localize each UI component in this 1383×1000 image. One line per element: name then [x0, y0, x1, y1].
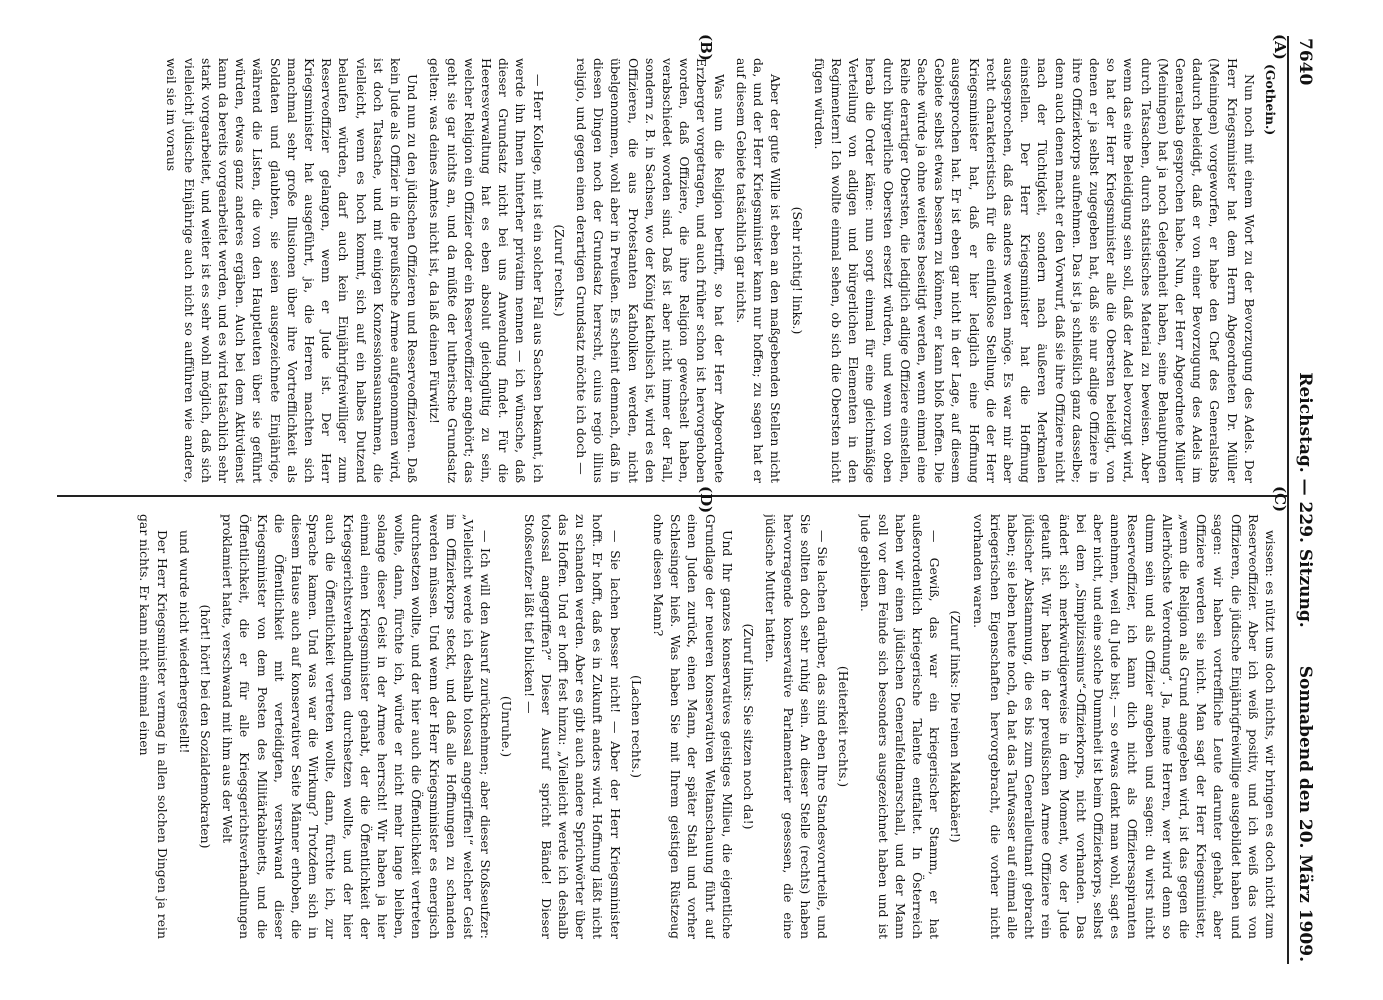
paragraph: Aber der gute Wille ist eben an den maßgebenden Stellen nicht da, und der Herr Kriegsminister kann nur hoffen; zu sagen hat er auf diesem Gebiete tatsächlich gar nichts.	[733, 58, 784, 483]
speaker-label: (Gothein.)	[1263, 64, 1278, 136]
interjection: (Heiterkeit rechts.)	[836, 665, 852, 788]
margin-marker-b: (B)	[697, 34, 715, 61]
paragraph: Nun noch mit einem Wort zu der Bevorzugung des Adels. Der Herr Kriegsminister hat dem Herrn Abgeordneten Dr. Müller (Meiningen) vorgeworfen, er habe den Chef des Generalstabs dadurch beleidigt, daß er von einer Bevorzugung des Adels im Generalstab gesprochen habe. Nun, der Herr Abgeordnete Müller (Meiningen) hat ja noch Gelegenheit haben, seine Behauptungen durch Tatsachen, durch statistisches Material zu beweisen. Aber wenn das eine Beleidigung sein soll, daß der Adel bevorzugt wird, so hat der Herr Kriegsminister alle die Obersten beleidigt, von denen er ja selbst zugegeben hat, daß sie nur adlige Offiziere in ihre Offizierkorps aufnehmen. Das ist ja schließlich ganz dasselbe; denn auch denen macht er den Vorwurf, daß sie ihre Offiziere nicht nach der Tüchtigkeit, sondern nach äußeren Merkmalen einstellen. Der Herr Kriegsminister hat die Hoffnung ausgesprochen, daß das anders werden möge. Es war mir aber recht charakteristisch für die einflußlose Stellung, die der Herr Kriegsminister hat, daß er hier lediglich eine Hoffnung ausgesprochen hat. Er ist eben gar nicht in der Lage, auf diesem Gebiete selbst etwas bessern zu können, er kann bloß hoffen. Die Sache würde ja ohne weiteres beseitigt werden, wenn einmal eine Reihe derartiger Obersten, die lediglich adlige Offiziere einstellen, durch bürgerliche Obersten ersetzt würden, und wenn von oben herab die Order käme: nun sorgt einmal für eine gleichmäßige Verteilung von adligen und bürgerlichen Elementen in den Regimentern! Ich wollte einmal sehen, ob sich die Obersten nicht fügen würden.	[811, 58, 1257, 483]
paragraph: — Herr Kollege, mit ist ein solcher Fall aus Sachsen bekannt, ich werde ihn Ihnen hinterher privatim nennen — ich wünsche, daß dieser Grundsatz nicht bei uns Anwendung findet. Für die Heeresverwaltung hat es eben absolut gleichgültig zu sein, welcher Religion ein Offizier oder ein Reserveoffizier angehört; das geht sie gar nichts an, und da müßte der lutherische Grundsatz gelten: was deines Amtes nicht ist, da laß deinen Fürwitz!	[427, 58, 546, 483]
interjection: (Zuruf links: Sie sitzen noch da!)	[741, 623, 757, 830]
margin-marker-d: (D)	[697, 486, 715, 514]
right-column	[64, 514, 1279, 939]
page-header	[1289, 38, 1325, 962]
header-title: Reichstag. — 229. Sitzung.	[1295, 372, 1315, 628]
paragraph: Und Ihr ganzes konservatives geistiges Milieu, die eigentliche Grundlage der neueren konservativen Weltanschauung führt auf einen Juden zurück, einen Mann, der später Stahl und vorher Schlesinger hieß. Was haben Sie mit Ihrem geistigen Rüstzeug ohne diesen Mann?	[651, 514, 735, 939]
interjection: (Lachen rechts.)	[628, 675, 644, 778]
paragraph: — Ich will den Ausruf zurücknehmen; aber dieser Stoßseufzer: „Vielleicht werde ich deshalb tolossal angegriffen!“ welcher Geist im Offizierkorps steckt, und daß alle Hoffnungen zu schanden werden müssen. Und wenn der Herr Kriegsminister es energisch durchsetzen wollte, und der hier auch die Öffentlichkeit vertreten wollte, dann, fürchte ich, würde er nicht mehr lange bleiben, solange dieser Geist in der Armee herrscht! Wir haben ja hier einmal einen Kriegsminister gehabt, der die Öffentlichkeit der Kriegsgerichtsverhandlungen durchsetzen wollte, und der hier auch die Öffentlichkeit vertreten wollte, dann, fürchte ich, zur Sprache kamen. Und was war die Wirkung? Trotzdem sich in diesem Hause auch auf konservativer Seite Männer erhoben, die die Öffentlichkeit mit verteidigten, verschwand dieser Kriegsminister von dem Posten des Militärkabinetts, und die Öffentlichkeit, die er für alle Kriegsgerichtsverhandlungen proklamiert hatte, verschwand mit ihm aus der Welt	[220, 514, 494, 939]
header-date: Sonnabend den 20. März 1909.	[1295, 665, 1315, 962]
column-rule	[57, 495, 1287, 497]
paragraph: Der Herr Kriegsminister vermag in allen solchen Dingen ja rein gar nichts. Er kann nicht einmal einen	[137, 514, 170, 939]
interjection: (Zuruf rechts.)	[551, 224, 567, 317]
interjection: (Zuruf links: Die reinen Makkabäer!)	[948, 610, 964, 843]
margin-marker-a: (A)	[1271, 34, 1289, 60]
paragraph: Was nun die Religion betrifft, so hat der Herr Abgeordnete Erzberger vorgetragen, und auch früher schon ist hervorgehoben worden, daß Offiziere, die ihre Religion gewechselt haben, verabschiedet worden sind. Daß ist aber nicht immer der Fall, sondern z. B. in Sachsen, wo der König katholisch ist, wird es den Offizieren, die aus Protestanten Katholiken werden, nicht übelgenommen, wohl aber in Preußen. Es scheint demnach, daß in diesen Dingen noch der Grundsatz herrscht, cuius regio illius religio, und gegen einen derartigen Grundsatz möchte ich doch —	[574, 58, 727, 483]
interjection: (Unruhe.)	[499, 695, 515, 758]
paragraph: — Sie lachen besser nicht! — Aber der Herr Kriegsminister hofft. Er hofft, daß es in Zukunft anders wird. Hoffnung läßt nicht zu schanden werden. Aber es gibt auch andere Sprichwörter über das Hoffen. Und er hofft fest hinzu: „Vielleicht werde ich deshalb tolossal angegriffen?“ Dieser Ausruf spricht Bände! Dieser Stoßseufzer läßt tief blicken! —	[521, 514, 623, 939]
interjection: (hört! hört! bei den Sozialdemokraten)	[198, 604, 214, 849]
paragraph: und wurde nicht wiederhergestellt!	[176, 530, 192, 754]
paragraph: — Gewiß, das war ein kriegerischer Stamm, er hat außerordentlich kriegerische Talente entfaltet. In Österreich haben wir einen jüdischen Generalfeldmarschall, und der Mann soll vor dem Feinde sich besonders ausgezeichnet haben und ist Jude geblieben.	[858, 514, 943, 939]
paragraph: wissen: es nützt uns doch nichts, wir bringen es doch nicht zum Reserveoffizier. Aber ich weiß positiv, und ich weiß das von Offizieren, die jüdische Einjährigfreiwillige ausgebildet haben und sagen: wir haben vortreffliche Leute darunter gehabt, aber Offiziere werden sie nicht. Man sagt der Herr Kriegsminister, „wenn die Religion als Grund angegeben wird, ist das gegen die Allerhöchste Verordnung“. Ja, meine Herren, wer wird denn so dumm sein und als Offizier angeben und sagen: du wirst nicht Reserveoffizier, ich kann dich nicht als Offiziersaspiranten annehmen, weil du Jude bist; — so etwas denkt man wohl, sagt es aber nicht, und eine solche Dummheit ist beim Offizierkorps, selbst bei dem „Simplizissimus“-Offizierkorps, nicht vorhanden. Das ändert sich merkwürdigerweise in dem Moment, wo der Jude getauft ist. Wir haben in der preußischen Armee Offiziere rein jüdischer Abstammung, die es bis zum Generalleutnant gebracht haben; sie leben heute noch, da hat das Taufwasser auf einmal alle kriegerischen Eigenschaften hervorgebracht, die vorher nicht vorhanden waren.	[970, 514, 1278, 939]
page-number: 7640	[1295, 38, 1315, 86]
left-column	[64, 58, 1279, 483]
interjection: (Sehr richtig! links.)	[789, 206, 805, 335]
margin-marker-c: (C)	[1271, 486, 1289, 513]
paragraph: — Sie lachen darüber, das sind eben Ihre Standesvorurteile, und Sie sollten doch sehr ruhig sein. An dieser Stelle (rechts) haben hervorragende konservative Parlamentarier gesessen, die eine jüdische Mutter hatten.	[763, 514, 830, 939]
paragraph: Und nun zu den jüdischen Offizieren und Reserveoffizieren. Daß kein Jude als Offizier in die preußische Armee aufgenommen wird, ist doch Tatsache, und mit einigen Konzessionsausnahmen, die vielleicht, wenn es hoch kommt, sich auf ein halbes Dutzend belaufen würden, darf auch kein Einjährigfreiwilliger zum Reserveoffizier gelangen, wenn er Jude ist. Der Herr Kriegsminister hat ausgeführt, ja, die Herren machten sich manchmal sehr große Illusionen über ihre Vortrefflichkeit als Soldaten und glaubten, sie seien ausgezeichnete Einjährige, während die Listen, die von den Hauptleuten über sie geführt würden, etwas ganz anderes ergäben. Auch bei dem Aktivdienst kann da bereits vorgearbeitet werden, und es wird tatsächlich sehr stark vorgearbeitet, und weiter ist es sehr wohl möglich, daß sich vielleicht jüdische Einjährige auch nicht so aufführen wie andere, weil sie im voraus	[164, 58, 421, 483]
